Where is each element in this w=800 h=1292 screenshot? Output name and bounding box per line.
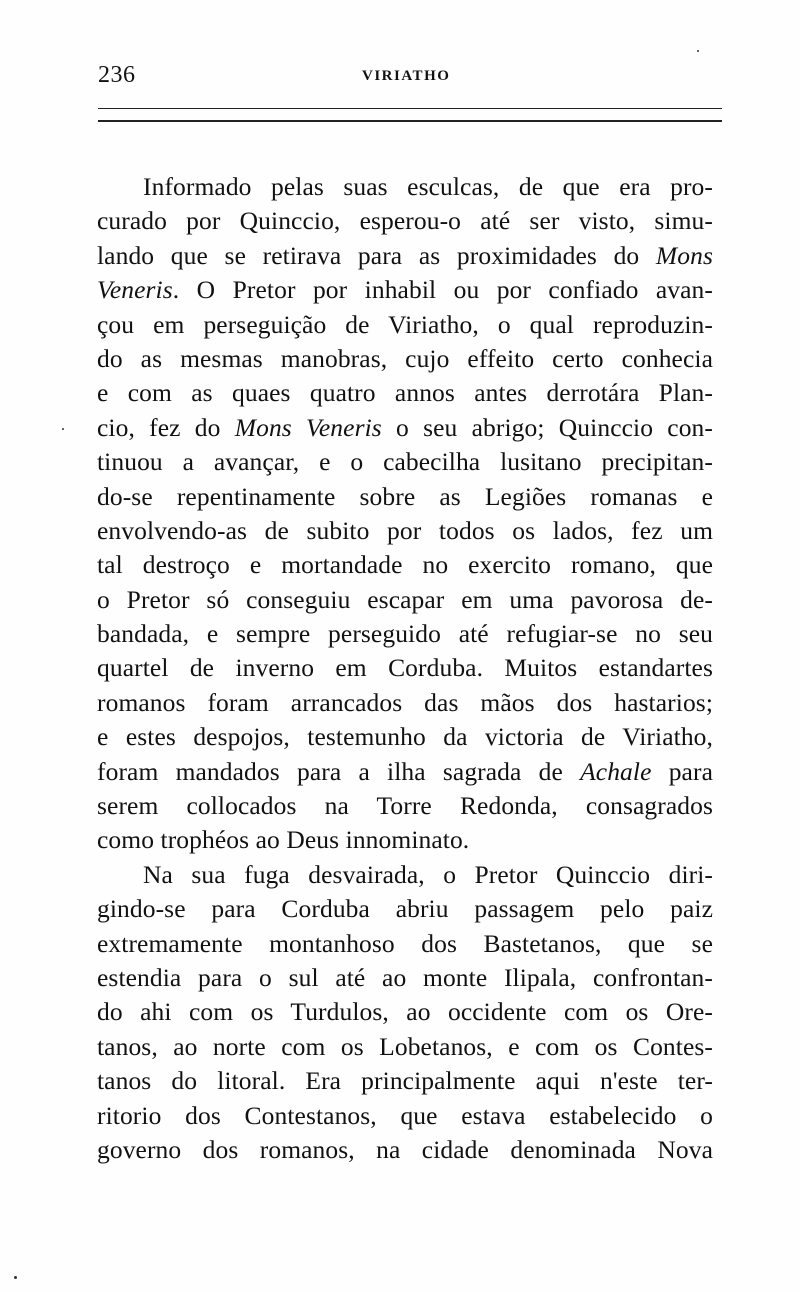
text-segment: para	[651, 756, 713, 786]
body-text	[97, 170, 713, 1167]
text-line: do-se repentinamente sobre as Legiões romanas e	[97, 481, 713, 511]
text-line	[97, 273, 713, 307]
text-line: do as mesmas manobras, cujo effeito certo conhecia	[97, 343, 713, 373]
text-line: estendia para o sul até ao monte Ilipala, confrontan-	[97, 962, 713, 992]
italic-term: Achale	[580, 756, 652, 786]
header-rule-thick	[98, 120, 722, 122]
text-line	[97, 411, 713, 445]
italic-term: Mons	[655, 240, 713, 270]
text-line: o Pretor só conseguiu escapar em uma pavorosa de-	[97, 584, 713, 614]
paper-speck	[14, 1276, 17, 1279]
text-line	[97, 755, 713, 789]
text-line: bandada, e sempre perseguido até refugiar-se no seu	[97, 619, 713, 649]
page-header	[98, 62, 722, 92]
text-line: e estes despojos, testemunho da victoria de Viriatho,	[97, 722, 713, 752]
text-line: Na sua fuga desvairada, o Pretor Quinccio diri-	[143, 859, 713, 889]
text-line: e com as quaes quatro annos antes derrotára Plan-	[97, 378, 713, 408]
paper-speck	[62, 428, 64, 430]
text-line	[97, 239, 713, 273]
text-segment: o seu abrigo; Quinccio con-	[381, 412, 713, 442]
text-line: tanos do litoral. Era principalmente aqui n'este ter-	[97, 1066, 713, 1096]
text-line: como trophéos ao Deus innominato.	[97, 825, 470, 855]
text-line: Informado pelas suas esculcas, de que era pro-	[143, 172, 713, 201]
text-line: envolvendo-as de subito por todos os lados, fez um	[97, 515, 713, 545]
italic-term: Mons Veneris	[234, 412, 382, 442]
text-line: gindo-se para Corduba abriu passagem pelo paiz	[97, 894, 713, 924]
text-segment: cio, fez do	[97, 412, 235, 442]
text-line: ritorio dos Contestanos, que estava estabelecido o	[97, 1100, 713, 1130]
text-line: tanos, ao norte com os Lobetanos, e com os Contes-	[97, 1031, 713, 1061]
text-segment: lando que se retirava para as proximidades do	[97, 240, 656, 270]
paper-speck	[697, 50, 699, 52]
text-line: tinuou a avançar, e o cabecilha lusitano precipitan-	[97, 447, 713, 477]
text-line: tal destroço e mortandade no exercito romano, que	[97, 550, 713, 580]
text-line: governo dos romanos, na cidade denominada Nova	[97, 1134, 713, 1164]
running-title: VIRIATHO	[362, 68, 451, 84]
header-rule-thin	[98, 108, 722, 109]
page-number: 236	[98, 62, 136, 88]
text-line: curado por Quinccio, esperou-o até ser visto, simu-	[97, 206, 713, 236]
text-line: do ahi com os Turdulos, ao occidente com os Ore-	[97, 997, 713, 1027]
text-line: çou em perseguição de Viriatho, o qual reproduzin-	[97, 309, 713, 339]
text-line: extremamente montanhoso dos Bastetanos, que se	[97, 928, 713, 958]
text-segment: . O Pretor por inhabil ou por confiado avan-	[172, 275, 713, 305]
text-line: romanos foram arrancados das mãos dos hastarios;	[97, 687, 713, 717]
text-segment: foram mandados para a ilha sagrada de	[97, 756, 581, 786]
italic-term: Veneris	[97, 275, 173, 305]
text-line: quartel de inverno em Corduba. Muitos estandartes	[97, 653, 713, 683]
text-line: serem collocados na Torre Redonda, consagrados	[97, 791, 713, 821]
